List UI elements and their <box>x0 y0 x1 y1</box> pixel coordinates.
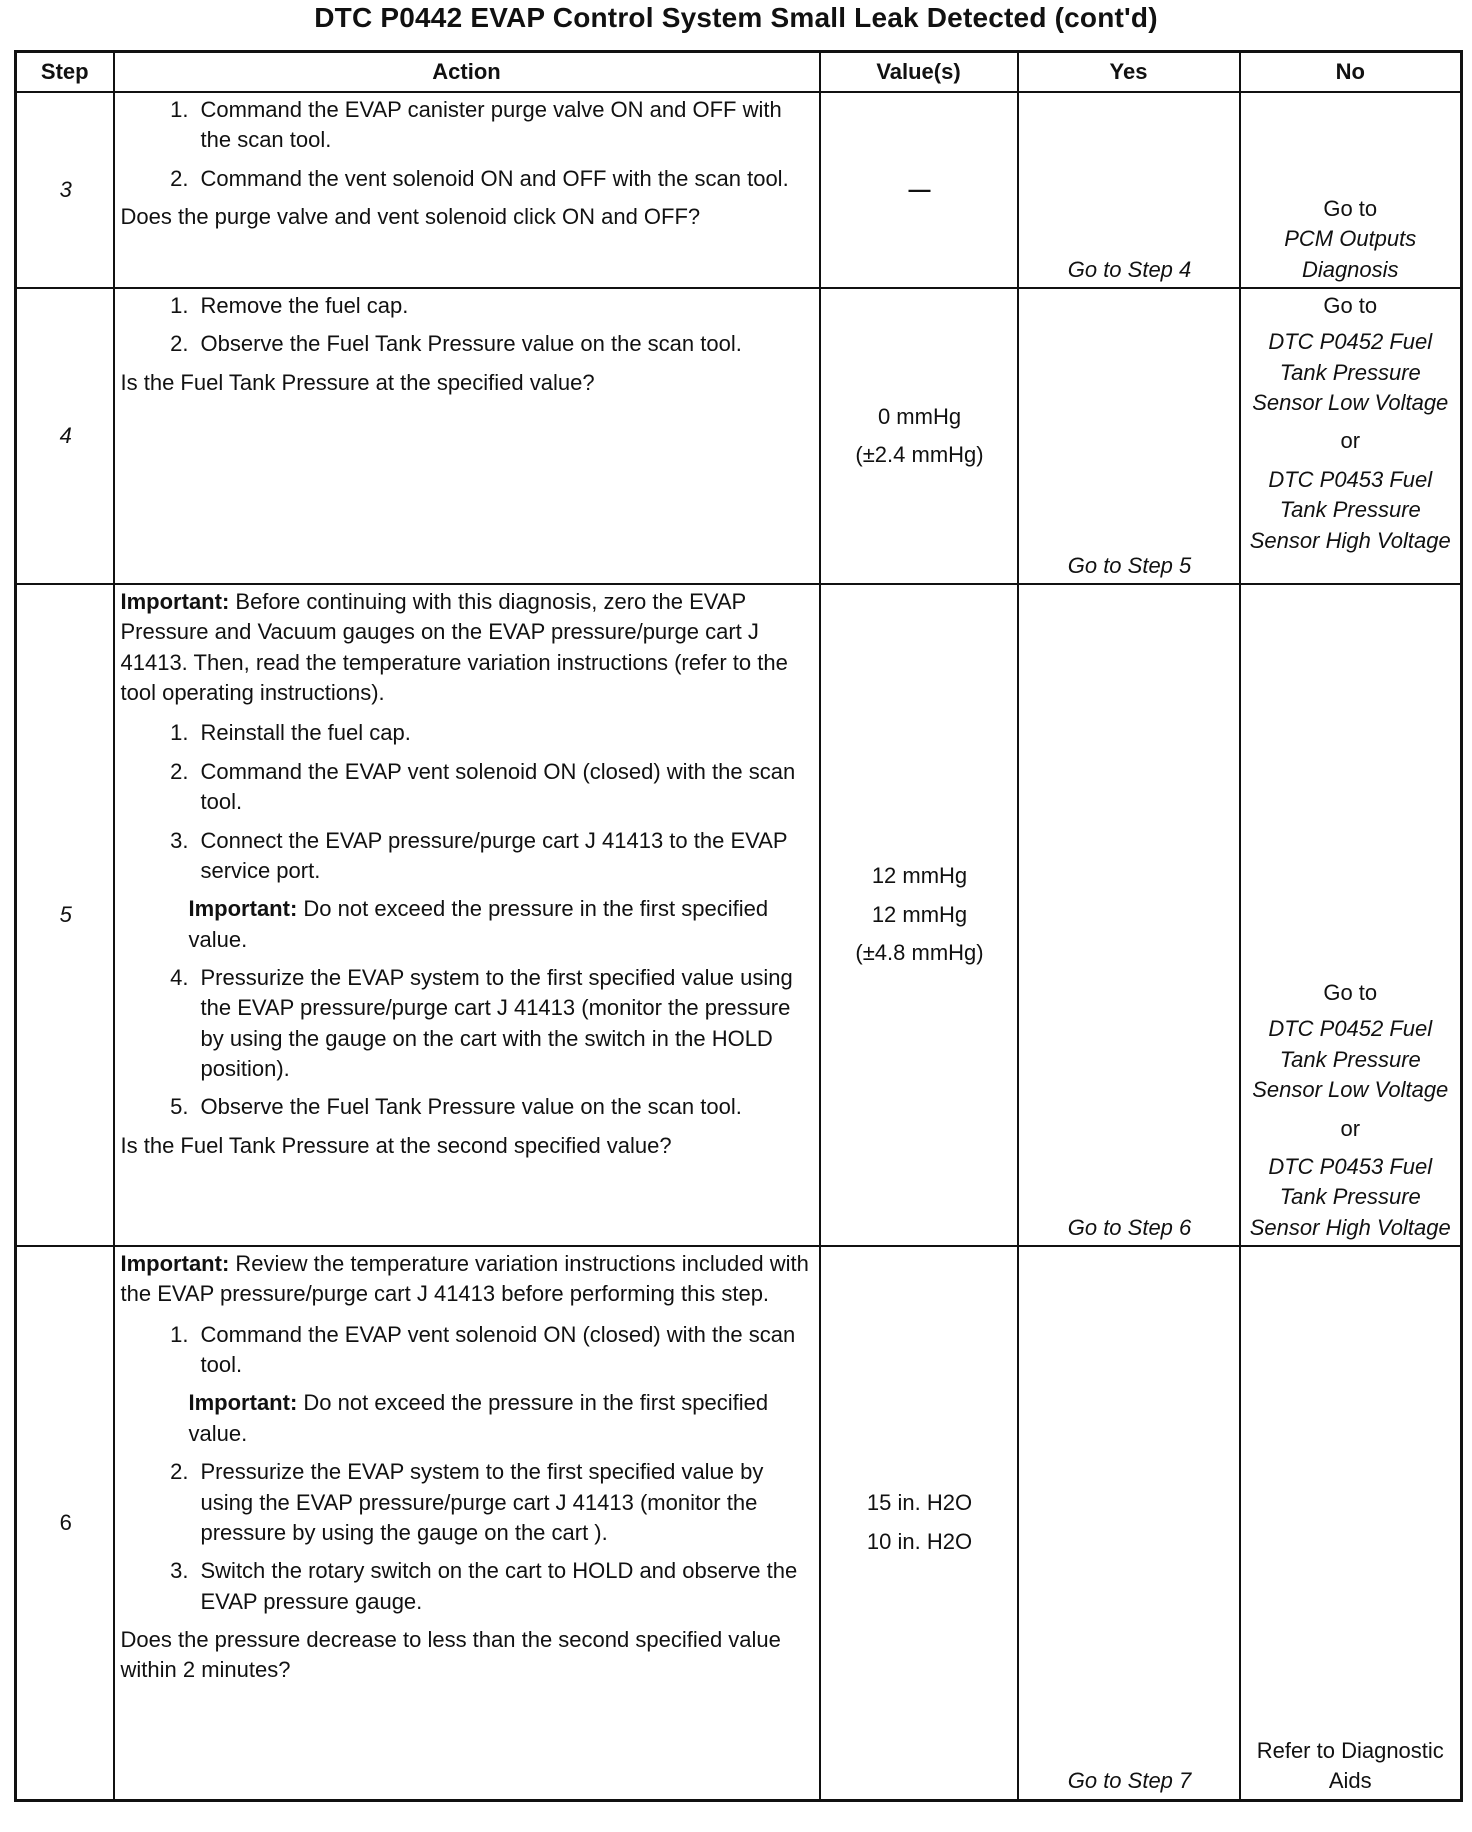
diagnostic-table <box>14 50 1463 1802</box>
header-step: Step <box>16 52 114 93</box>
item-text: Command the EVAP vent solenoid ON (closed) with the scan tool. <box>200 1321 796 1378</box>
no-cell <box>1240 288 1462 584</box>
table-row-step-3 <box>16 92 1462 288</box>
item-text: Connect the EVAP pressure/purge cart J 41413 to the EVAP service port. <box>200 827 788 883</box>
action-cell <box>114 1246 820 1800</box>
item-text: Reinstall the fuel cap. <box>200 720 411 746</box>
sub-important-note <box>121 1388 815 1449</box>
question-text: Is the Fuel Tank Pressure at the specified value? <box>120 369 595 395</box>
question-text: Does the pressure decrease to less than the second specified value within 2 minutes? <box>120 1626 781 1683</box>
sub-important-note <box>121 894 815 955</box>
important-label: Important: <box>120 1251 230 1276</box>
header-action: Action <box>114 52 820 93</box>
no-link-1: DTC P0452 Fuel Tank Pressure Sensor Low Voltage <box>1252 329 1449 416</box>
no-cell <box>1240 584 1462 1246</box>
no-cell: Refer to Diagnostic Aids <box>1240 1246 1462 1800</box>
value-line: (±4.8 mmHg) <box>855 940 984 966</box>
yes-cell: Go to Step 6 <box>1018 584 1240 1246</box>
item-text: Switch the rotary switch on the cart to HOLD and observe the EVAP pressure gauge. <box>200 1558 798 1614</box>
step-number: 4 <box>16 288 114 584</box>
step-number: 3 <box>16 92 114 288</box>
table-row-step-4 <box>16 288 1462 584</box>
table-row-step-5 <box>16 584 1462 1246</box>
item-text: Pressurize the EVAP system to the first specified value using the EVAP pressure/purge cart J 41413 (monitor the pressure by using the gauge on the cart with the switch in the HOLD position). <box>200 964 793 1082</box>
action-cell <box>114 92 820 288</box>
table-row-step-6 <box>16 1246 1462 1800</box>
list-item <box>121 718 815 748</box>
item-number: 2. <box>170 331 189 357</box>
important-note <box>121 1249 815 1310</box>
list-item <box>121 826 815 887</box>
item-number: 2. <box>170 165 189 191</box>
list-item <box>121 291 815 321</box>
item-text: Pressurize the EVAP system to the first specified value by using the EVAP pressure/purge cart J 41413 (monitor the pressure by using the gauge on the cart ). <box>200 1459 764 1545</box>
value-cell <box>820 1246 1018 1800</box>
yes-cell: Go to Step 4 <box>1018 92 1240 288</box>
action-cell <box>114 288 820 584</box>
list-item <box>121 95 815 156</box>
value-line: 10 in. H2O <box>866 1528 973 1554</box>
no-prefix: Go to <box>1323 195 1378 221</box>
item-text: Command the EVAP canister purge valve ON and OFF with the scan tool. <box>200 97 782 153</box>
action-cell <box>114 584 820 1246</box>
important-note <box>121 587 815 708</box>
value-line: 12 mmHg <box>871 863 968 889</box>
item-number: 2. <box>170 1459 189 1485</box>
value-line: 12 mmHg <box>871 901 968 927</box>
list-item <box>121 757 815 818</box>
no-link-1: DTC P0452 Fuel Tank Pressure Sensor Low Voltage <box>1252 1016 1449 1103</box>
item-text: Command the EVAP vent solenoid ON (closed) with the scan tool. <box>200 758 796 815</box>
yes-cell: Go to Step 7 <box>1018 1246 1240 1800</box>
item-number: 3. <box>170 1558 189 1584</box>
list-item <box>121 1556 815 1617</box>
header-yes: Yes <box>1018 52 1240 93</box>
value-dash: — <box>908 177 931 203</box>
no-link: PCM Outputs Diagnosis <box>1284 226 1417 282</box>
step-number: 5 <box>16 584 114 1246</box>
step-number: 6 <box>16 1246 114 1800</box>
important-text: Before continuing with this diagnosis, zero the EVAP Pressure and Vacuum gauges on the EVAP pressure/purge cart J 41413. Then, read the temperature variation instructions (refer to the tool operating instructions). <box>120 589 788 706</box>
item-number: 1. <box>170 1321 189 1347</box>
important-label: Important: <box>188 1390 298 1416</box>
item-text: Observe the Fuel Tank Pressure value on the scan tool. <box>200 1094 742 1120</box>
list-item <box>121 1320 815 1381</box>
no-link-2: DTC P0453 Fuel Tank Pressure Sensor High Voltage <box>1249 466 1451 553</box>
value-line: (±2.4 mmHg) <box>855 442 984 467</box>
value-line: 0 mmHg <box>877 403 962 429</box>
page-title: DTC P0442 EVAP Control System Small Leak Detected (cont'd) <box>314 2 1158 33</box>
value-cell <box>820 288 1018 584</box>
header-row <box>16 52 1462 93</box>
question-text: Is the Fuel Tank Pressure at the second specified value? <box>120 1132 672 1158</box>
item-text: Observe the Fuel Tank Pressure value on the scan tool. <box>200 331 742 357</box>
important-label: Important: <box>188 896 298 922</box>
item-text: Command the vent solenoid ON and OFF with the scan tool. <box>200 165 789 191</box>
important-text: Review the temperature variation instructions included with the EVAP pressure/purge cart J 41413 before performing this step. <box>120 1251 809 1307</box>
item-number: 1. <box>170 720 189 746</box>
no-or: or <box>1340 428 1361 454</box>
list-item <box>121 329 815 359</box>
header-values: Value(s) <box>820 52 1018 93</box>
value-cell <box>820 92 1018 288</box>
value-line: 15 in. H2O <box>866 1490 973 1516</box>
no-prefix: Go to <box>1323 293 1378 318</box>
item-text: Remove the fuel cap. <box>200 293 409 318</box>
item-number: 2. <box>170 758 189 784</box>
list-item <box>121 164 815 194</box>
value-cell <box>820 584 1018 1246</box>
list-item <box>121 963 815 1084</box>
list-item <box>121 1092 815 1122</box>
yes-cell: Go to Step 5 <box>1018 288 1240 584</box>
important-text: Do not exceed the pressure in the first specified value. <box>188 1390 769 1446</box>
item-number: 3. <box>170 827 189 853</box>
question-text: Does the purge valve and vent solenoid click ON and OFF? <box>120 204 701 230</box>
important-text: Do not exceed the pressure in the first specified value. <box>188 896 769 952</box>
item-number: 1. <box>170 97 189 122</box>
list-item <box>121 1457 815 1548</box>
header-no: No <box>1240 52 1462 93</box>
item-number: 1. <box>170 293 189 318</box>
item-number: 4. <box>170 964 189 990</box>
item-number: 5. <box>170 1094 189 1120</box>
no-or: or <box>1340 1115 1361 1141</box>
no-link-2: DTC P0453 Fuel Tank Pressure Sensor High Voltage <box>1249 1153 1451 1240</box>
no-prefix: Go to <box>1323 980 1378 1006</box>
important-label: Important: <box>120 589 230 614</box>
no-cell <box>1240 92 1462 288</box>
